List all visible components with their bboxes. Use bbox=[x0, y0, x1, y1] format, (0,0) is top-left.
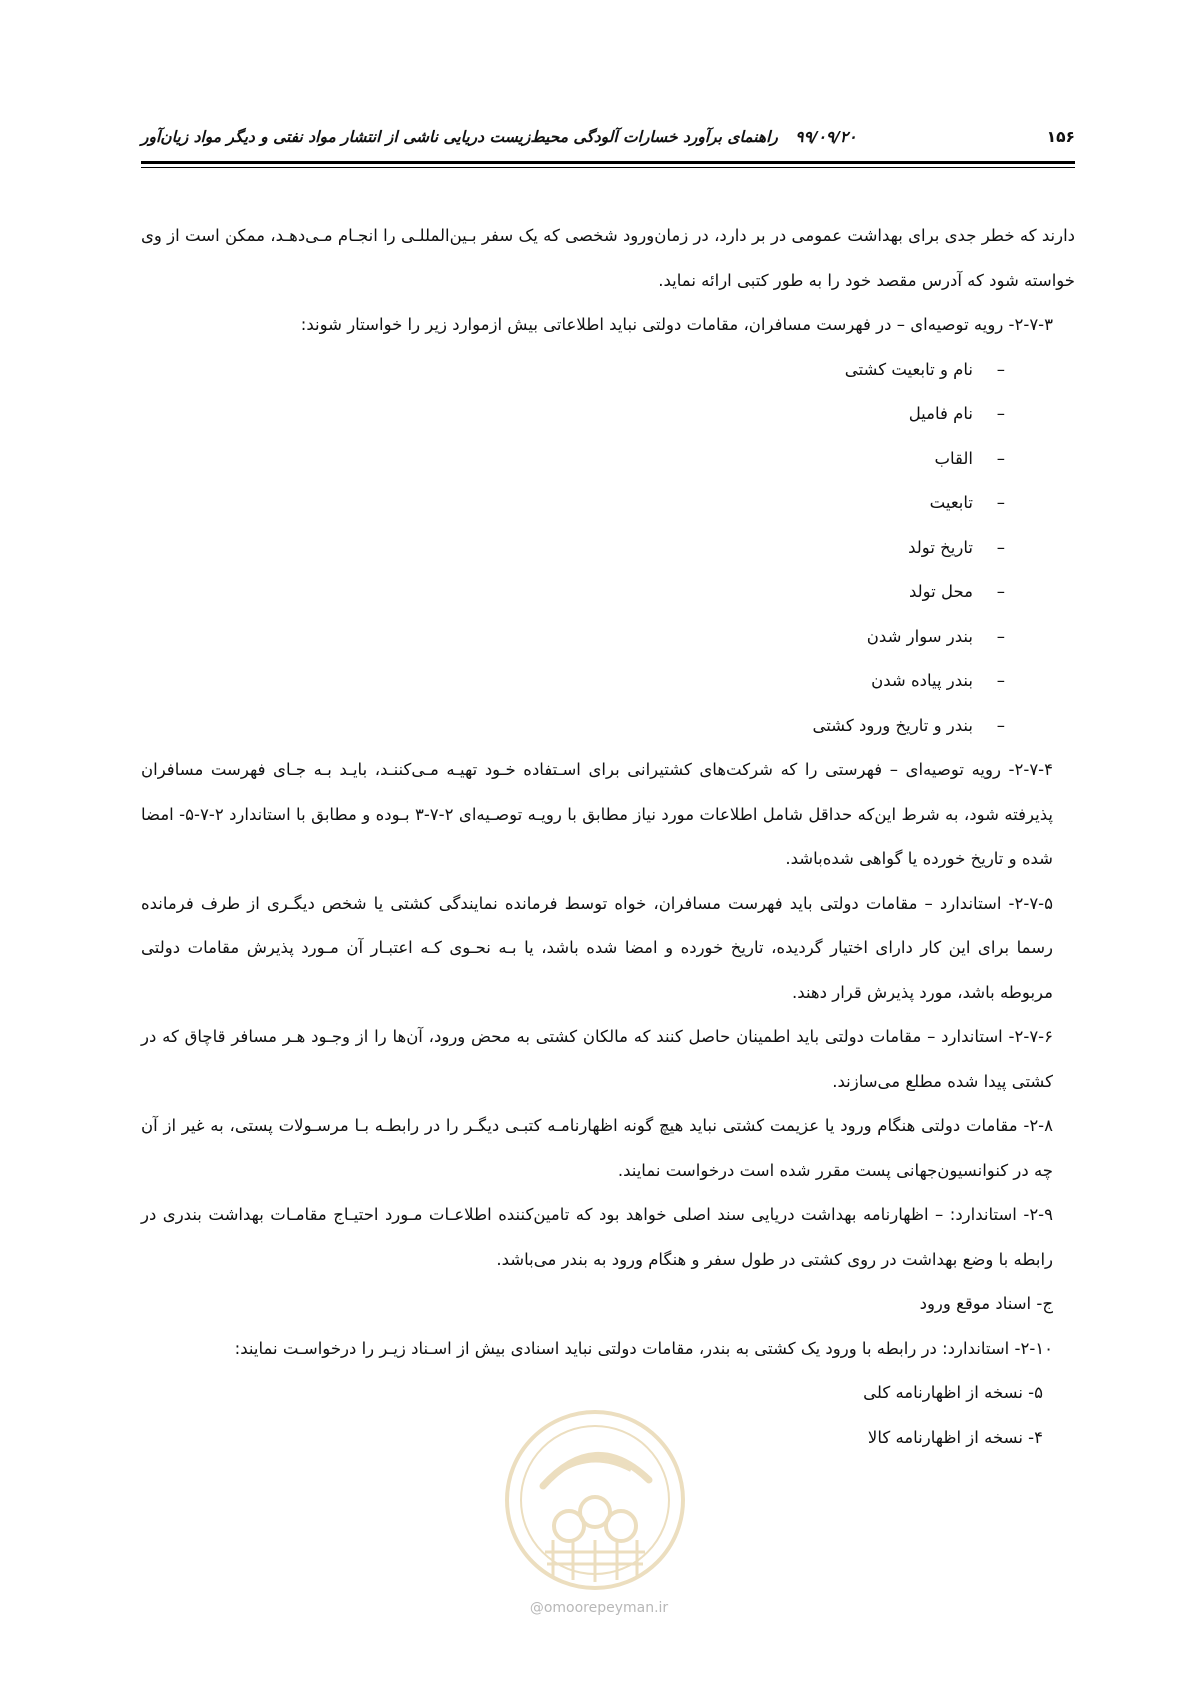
section-2-7-5: ۲-۷-۵- استاندارد – مقامات دولتی باید فهرست مسافران، خواه توسط فرمانده نمایندگی کشتی یا شخص دیگـری از طرف فرمانده رسما برای این کار دارای اختیار گردیده، تاریخ خورده و امضا شده باشد، یا بـه نحـوی کـه اعتبـار آن مـورد پذیرش مقامات دولتی مربوطه باشد، مورد پذیرش قرار دهند. bbox=[141, 893, 1053, 1002]
list-item: –محل تولد bbox=[141, 570, 1005, 615]
dash-icon: – bbox=[996, 359, 1005, 379]
watermark-stamp-icon bbox=[503, 1408, 687, 1592]
list-item: –القاب bbox=[141, 437, 1005, 482]
list-item: –نام فامیل bbox=[141, 392, 1005, 437]
watermark-site: @omoorepeyman.ir bbox=[529, 1600, 669, 1616]
list-item: –تاریخ تولد bbox=[141, 526, 1005, 571]
section-2-9: ۲-۹- استاندارد: – اظهارنامه بهداشت دریایی سند اصلی خواهد بود که تامین‌کننده اطلاعـات مـورد احتیـاج مقامـات بهداشت بندری در رابطه با وضع بهداشت در روی کشتی در طول سفر و هنگام ورود به بندر می‌باشد. bbox=[141, 1205, 1053, 1269]
dash-icon: – bbox=[996, 493, 1005, 512]
dash-icon: – bbox=[996, 404, 1005, 423]
list-item: –بندر و تاریخ ورود کشتی bbox=[141, 704, 1005, 749]
list-item: –تابعیت bbox=[141, 481, 1005, 526]
section-2-10: ۲-۱۰- استاندارد: در رابطه با ورود یک کشتی به بندر، مقامات دولتی نباید اسنادی بیش از اسـناد زیـر را درخواسـت نمایند: bbox=[234, 1338, 1053, 1358]
section-2-7-6: ۲-۷-۶- استاندارد – مقامات دولتی باید اطمینان حاصل کنند که مالکان کشتی به محض ورود، آن‌ها را از وجـود هـر مسافر قاچاق که در کشتی پیدا شده مطلع می‌سازند. bbox=[141, 1027, 1053, 1091]
dash-icon: – bbox=[996, 626, 1005, 646]
passenger-list-fields bbox=[141, 348, 1075, 749]
section-2-7-4: ۲-۷-۴- رویه توصیه‌ای – فهرستی را که شرکت‌های کشتیرانی برای اسـتفاده خـود تهیـه مـی‌کننـد، بایـد بـه جـای فهرست مسافران پذیرفته شود، به شرط این‌که حداقل شامل اطلاعات مورد نیاز مطابق با رویـه توصـیه‌ای ۲-۷-۳ بـوده و مطابق با استاندارد ۲-۷-۵- امضا شده و تاریخ خورده یا گواهی شده‌باشد. bbox=[141, 760, 1053, 868]
header-date: ۹۹/۰۹/۲۰ bbox=[795, 128, 857, 146]
list-item: ۵- نسخه از اظهارنامه کلی bbox=[863, 1383, 1043, 1402]
heading-arrival-documents: ج- اسناد موقع ورود bbox=[919, 1294, 1053, 1313]
dash-icon: – bbox=[996, 671, 1005, 690]
list-item: –بندر سوار شدن bbox=[141, 615, 1005, 660]
header-title-group bbox=[141, 128, 857, 146]
header-rule-thick bbox=[141, 161, 1075, 164]
dash-icon: – bbox=[996, 448, 1005, 468]
running-header bbox=[141, 128, 1075, 152]
header-title: راهنمای برآورد خسارات آلودگی محیط‌زیست دریایی ناشی از انتشار مواد نفتی و دیگر مواد زیان‌آور bbox=[141, 128, 778, 146]
list-item: ۴- نسخه از اظهارنامه کالا bbox=[867, 1427, 1043, 1447]
dash-icon: – bbox=[996, 537, 1005, 557]
dash-icon: – bbox=[996, 715, 1005, 735]
header-rule-thin bbox=[141, 167, 1075, 168]
section-2-7-3: ۲-۷-۳- رویه توصیه‌ای – در فهرست مسافران، مقامات دولتی نباید اطلاعاتی بیش ازموارد زیر را خواستار شوند: bbox=[300, 315, 1053, 334]
page-number: ۱۵۶ bbox=[1046, 128, 1075, 146]
list-item: –نام و تابعیت کشتی bbox=[141, 348, 1005, 393]
dash-icon: – bbox=[996, 582, 1005, 601]
intro-paragraph: دارند که خطر جدی برای بهداشت عمومی در بر دارد، در زمان‌ورود شخصی که یک سفر بـین‌المللـی را انجـام مـی‌دهـد، ممکن است از وی خواسته شود که آدرس مقصد خود را به طور کتبی ارائه نماید. bbox=[141, 226, 1075, 290]
section-2-8: ۲-۸- مقامات دولتی هنگام ورود یا عزیمت کشتی نباید هیچ گونه اظهارنامـه کتبـی دیگـر را در رابطـه بـا مرسـولات پستی، به غیر از آن چه در کنوانسیون‌جهانی پست مقرر شده است درخواست نمایند. bbox=[141, 1116, 1053, 1180]
document-body bbox=[141, 214, 1075, 1460]
list-item: –بندر پیاده شدن bbox=[141, 659, 1005, 704]
